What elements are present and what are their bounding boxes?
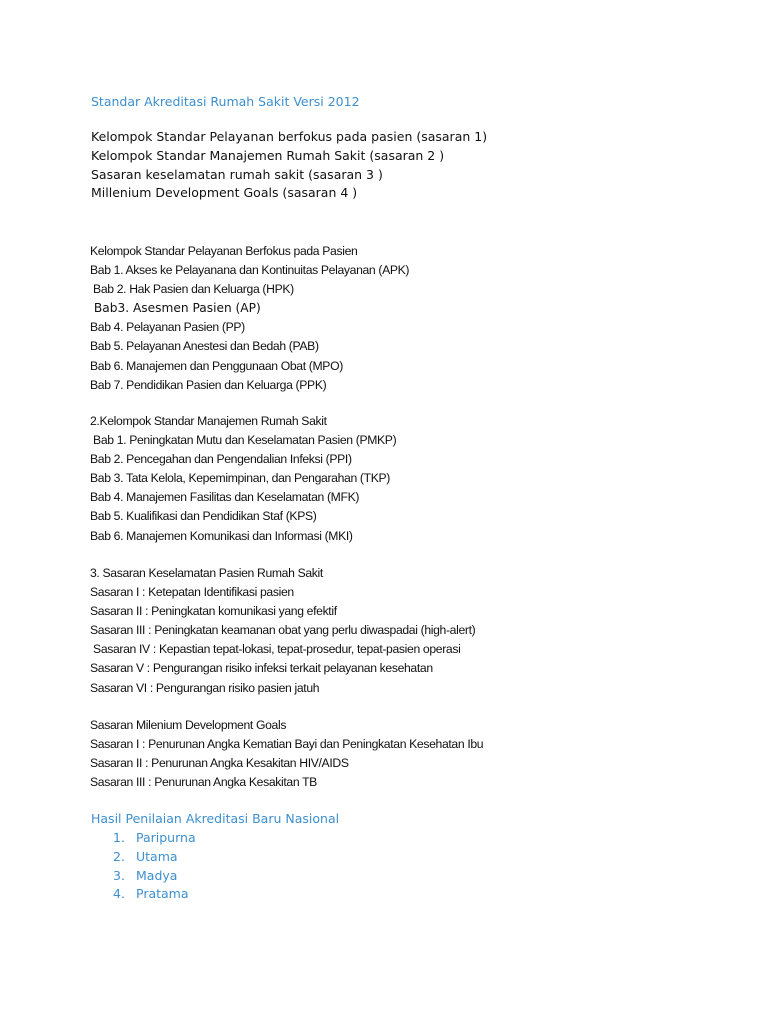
intro-line: Sasaran keselamatan rumah sakit (sasaran 3 ) bbox=[91, 166, 383, 182]
list-item: Sasaran III : Peningkatan keamanan obat yang perlu diwaspadai (high-alert) bbox=[90, 623, 476, 638]
list-number: 3. bbox=[113, 867, 125, 883]
section-standar-manajemen bbox=[90, 412, 396, 546]
list-item: Bab 6. Manajemen dan Penggunaan Obat (MPO) bbox=[90, 358, 343, 373]
list-item bbox=[113, 848, 196, 867]
list-label: Pratama bbox=[136, 886, 189, 902]
section-standar-pelayanan bbox=[90, 242, 409, 395]
list-item: Bab 1. Peningkatan Mutu dan Keselamatan Pasien (PMKP) bbox=[90, 433, 397, 448]
list-item: Bab 4. Manajemen Fasilitas dan Keselamatan (MFK) bbox=[90, 490, 360, 505]
intro-line: Kelompok Standar Pelayanan berfokus pada pasien (sasaran 1) bbox=[91, 129, 488, 144]
intro-line: Millenium Development Goals (sasaran 4 ) bbox=[91, 185, 358, 201]
intro-line: Kelompok Standar Manajemen Rumah Sakit (sasaran 2 ) bbox=[91, 147, 445, 163]
list-item: Sasaran III : Penurunan Angka Kesakitan TB bbox=[90, 775, 317, 790]
list-number: 2. bbox=[113, 848, 125, 864]
list-item: Sasaran II : Peningkatan komunikasi yang efektif bbox=[90, 604, 337, 619]
list-label: Paripurna bbox=[136, 830, 196, 845]
list-item bbox=[113, 867, 196, 886]
list-item bbox=[113, 885, 196, 904]
list-item: Bab 2. Hak Pasien dan Keluarga (HPK) bbox=[90, 282, 294, 297]
list-item: Sasaran II : Penurunan Angka Kesakitan HIV/AIDS bbox=[90, 756, 349, 771]
list-item: Bab 3. Tata Kelola, Kepemimpinan, dan Pengarahan (TKP) bbox=[90, 471, 390, 486]
list-number: 1. bbox=[113, 830, 125, 845]
document-title: Standar Akreditasi Rumah Sakit Versi 2012 bbox=[91, 94, 360, 109]
list-item: Sasaran V : Pengurangan risiko infeksi terkait pelayanan kesehatan bbox=[90, 661, 433, 676]
section-milenium-development-goals bbox=[90, 716, 483, 792]
section-heading: 2.Kelompok Standar Manajemen Rumah Sakit bbox=[90, 414, 327, 428]
list-item: Bab 5. Pelayanan Anestesi dan Bedah (PAB) bbox=[90, 339, 319, 354]
list-number: 4. bbox=[113, 886, 125, 902]
list-item: Sasaran IV : Kepastian tepat-lokasi, tepat-prosedur, tepat-pasien operasi bbox=[90, 642, 461, 657]
list-item: Bab3. Asesmen Pasien (AP) bbox=[90, 301, 261, 316]
list-item: Bab 4. Pelayanan Pasien (PP) bbox=[90, 320, 245, 335]
list-item: Bab 7. Pendidikan Pasien dan Keluarga (PPK) bbox=[90, 377, 327, 392]
list-item: Sasaran I : Ketepatan Identifikasi pasien bbox=[90, 585, 294, 600]
section-sasaran-keselamatan bbox=[90, 564, 475, 698]
intro-list bbox=[91, 128, 487, 203]
list-item: Sasaran VI : Pengurangan risiko pasien jatuh bbox=[90, 680, 320, 695]
list-label: Madya bbox=[136, 867, 178, 883]
list-item: Bab 1. Akses ke Pelayanana dan Kontinuitas Pelayanan (APK) bbox=[90, 263, 410, 278]
section-heading: Sasaran Milenium Development Goals bbox=[90, 718, 287, 732]
result-list bbox=[113, 829, 196, 904]
list-item bbox=[113, 829, 196, 848]
result-title: Hasil Penilaian Akreditasi Baru Nasional bbox=[91, 811, 340, 826]
list-label: Utama bbox=[136, 848, 178, 864]
list-item: Bab 2. Pencegahan dan Pengendalian Infeksi (PPI) bbox=[90, 452, 352, 467]
section-heading: 3. Sasaran Keselamatan Pasien Rumah Sakit bbox=[90, 566, 323, 580]
list-item: Bab 6. Manajemen Komunikasi dan Informasi (MKI) bbox=[90, 528, 353, 543]
section-heading: Kelompok Standar Pelayanan Berfokus pada Pasien bbox=[90, 244, 358, 258]
list-item: Bab 5. Kualifikasi dan Pendidikan Staf (KPS) bbox=[90, 509, 317, 524]
list-item: Sasaran I : Penurunan Angka Kematian Bayi dan Peningkatan Kesehatan Ibu bbox=[90, 737, 484, 752]
